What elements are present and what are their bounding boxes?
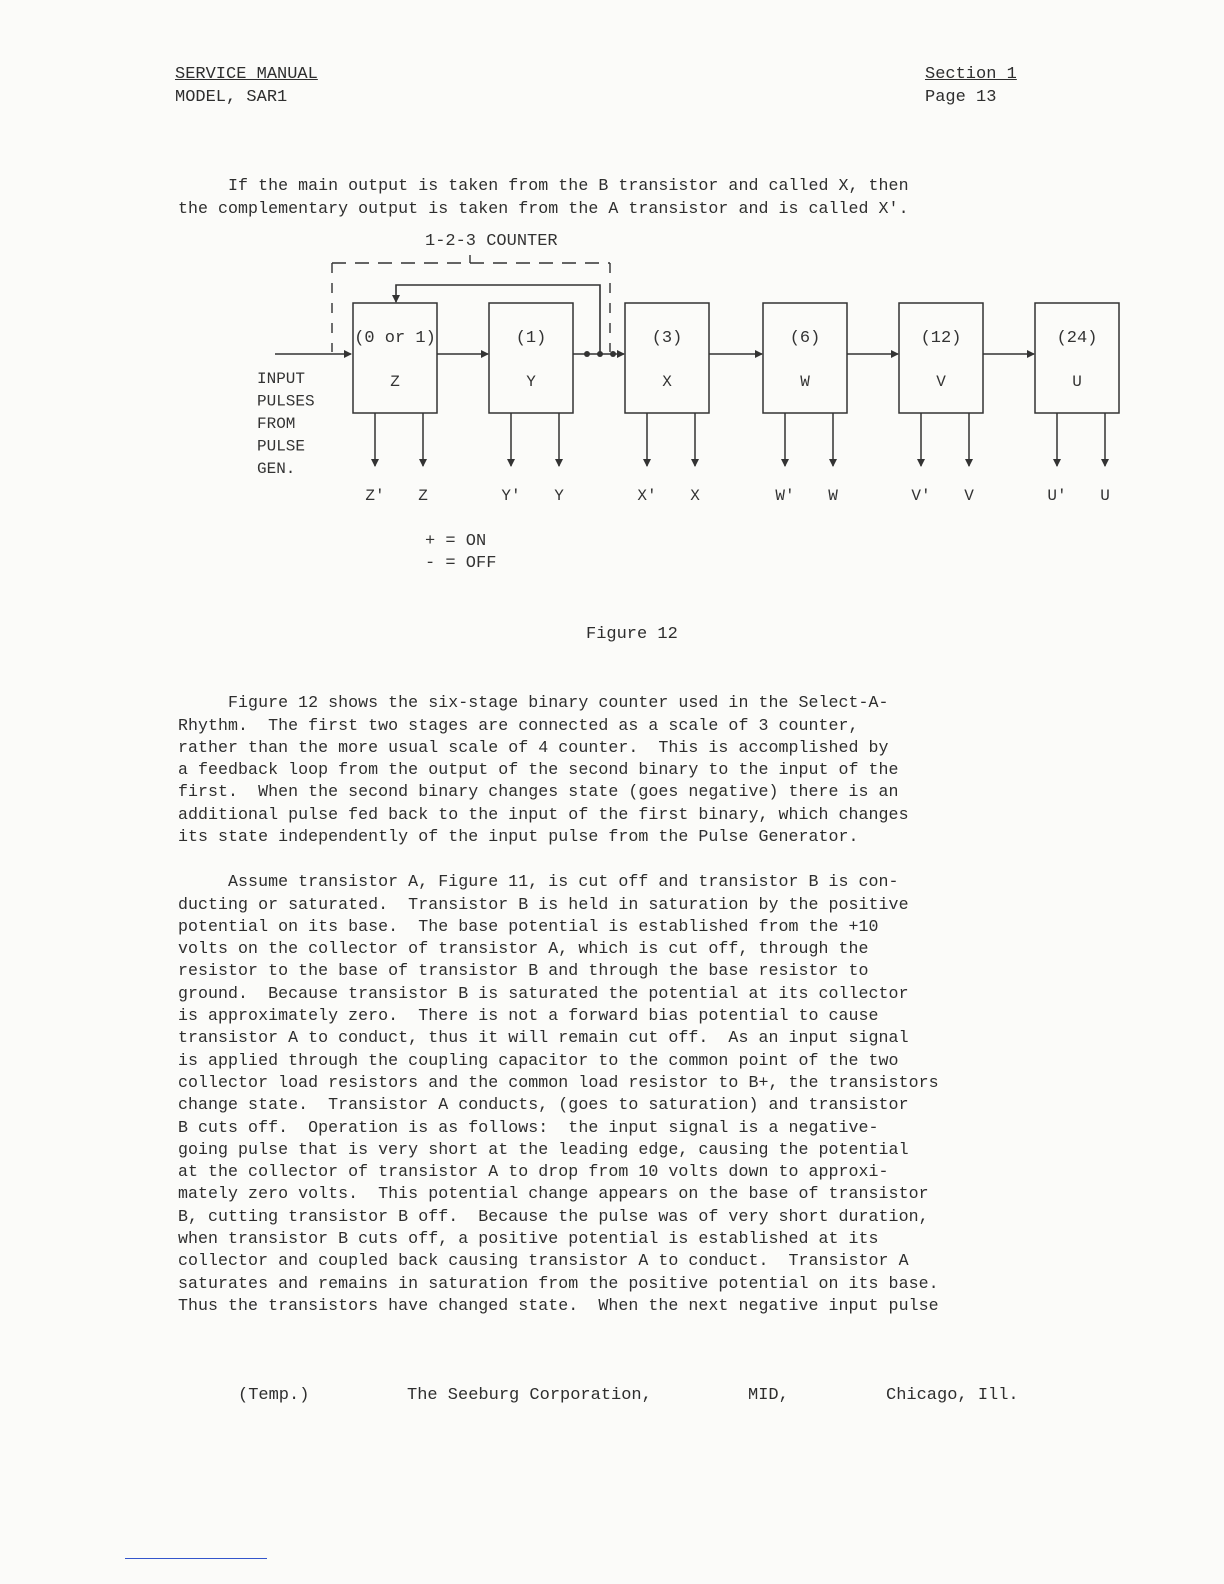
text-line: collector and coupled back causing transistor A to conduct. Transistor A xyxy=(178,1251,909,1271)
text-line: change state. Transistor A conducts, (goes to saturation) and transistor xyxy=(178,1095,909,1115)
manual-title: SERVICE MANUAL xyxy=(175,65,318,84)
text-line: is approximately zero. There is not a forward bias potential to cause xyxy=(178,1006,879,1026)
figure-caption: Figure 12 xyxy=(586,625,678,644)
text-line: when transistor B cuts off, a positive potential is established at its xyxy=(178,1229,879,1249)
text-line: the complementary output is taken from the A transistor and is called X'. xyxy=(178,198,909,218)
text-line: a feedback loop from the output of the second binary to the input of the xyxy=(178,760,899,780)
counter-stage xyxy=(625,303,709,505)
stage-value: (6) xyxy=(789,329,821,348)
text-line: at the collector of transistor A to drop from 10 volts down to approxi- xyxy=(178,1162,889,1182)
stage-name: W xyxy=(800,373,810,391)
counter-diagram xyxy=(0,0,1224,620)
footer-temp: (Temp.) xyxy=(238,1386,310,1405)
output-label-main: Y xyxy=(554,487,564,505)
text-line: B cuts off. Operation is as follows: the input signal is a negative- xyxy=(178,1117,879,1137)
stage-name: Y xyxy=(526,373,536,391)
counter-stage xyxy=(1035,303,1119,505)
text-line: additional pulse fed back to the input of the first binary, which changes xyxy=(178,804,909,824)
output-label-main: V xyxy=(964,487,974,505)
stage-value: (24) xyxy=(1056,329,1098,348)
text-line: transistor A to conduct, thus it will remain cut off. As an input signal xyxy=(178,1028,909,1048)
footer-company: The Seeburg Corporation, xyxy=(407,1386,652,1405)
stage-box xyxy=(353,303,437,413)
output-label-main: W xyxy=(828,487,838,505)
footer-city: Chicago, Ill. xyxy=(886,1386,1019,1405)
text-line: going pulse that is very short at the leading edge, causing the potential xyxy=(178,1139,909,1159)
paragraph-1 xyxy=(178,670,909,871)
output-label-complement: W' xyxy=(775,487,795,505)
stage-name: X xyxy=(662,373,672,391)
model-label: MODEL, SAR1 xyxy=(175,88,288,107)
stage-name: U xyxy=(1072,373,1082,391)
stage-value: (1) xyxy=(515,329,547,348)
output-label-main: Z xyxy=(418,487,428,505)
text-line: If the main output is taken from the B transistor and called X, then xyxy=(178,176,909,196)
text-line: B, cutting transistor B off. Because the pulse was of very short duration, xyxy=(178,1206,929,1226)
text-line: first. When the second binary changes state (goes negative) there is an xyxy=(178,782,899,802)
junction-dot xyxy=(610,351,616,357)
counter-stage xyxy=(489,303,573,505)
section-label: Section 1 xyxy=(925,65,1017,84)
text-line: ducting or saturated. Transistor B is held in saturation by the positive xyxy=(178,894,909,914)
output-label-complement: Z' xyxy=(365,487,385,505)
stage-name: Z xyxy=(390,373,400,391)
stage-name: V xyxy=(936,373,946,391)
text-line: volts on the collector of transistor A, which is cut off, through the xyxy=(178,939,869,959)
counter-label: 1-2-3 COUNTER xyxy=(425,232,558,251)
text-line: saturates and remains in saturation from the positive potential on its base. xyxy=(178,1273,939,1293)
text-line: Assume transistor A, Figure 11, is cut off and transistor B is con- xyxy=(178,872,899,892)
output-label-main: X xyxy=(690,487,700,505)
paragraph-2 xyxy=(178,849,939,1340)
text-line: its state independently of the input pulse from the Pulse Generator. xyxy=(178,827,859,847)
junction-dot xyxy=(597,351,603,357)
counter-stage xyxy=(763,303,847,505)
text-line: mately zero volts. This potential change appears on the base of transistor xyxy=(178,1184,929,1204)
input-label-line: PULSE xyxy=(257,437,306,456)
text-line: Thus the transistors have changed state. When the next negative input pulse xyxy=(178,1295,939,1315)
output-label-complement: U' xyxy=(1047,487,1067,505)
output-label-complement: X' xyxy=(637,487,657,505)
stage-box xyxy=(625,303,709,413)
text-line: Figure 12 shows the six-stage binary counter used in the Select-A- xyxy=(178,693,889,713)
counter-stage xyxy=(353,303,437,505)
stage-value: (12) xyxy=(920,329,962,348)
page-number: Page 13 xyxy=(925,88,997,107)
input-label-line: FROM xyxy=(257,415,296,433)
footer-dept: MID, xyxy=(748,1386,789,1405)
text-line: Rhythm. The first two stages are connected as a scale of 3 counter, xyxy=(178,715,859,735)
text-line: potential on its base. The base potential is established from the +10 xyxy=(178,916,879,936)
stage-box xyxy=(489,303,573,413)
stage-value: (3) xyxy=(651,329,683,348)
output-label-complement: Y' xyxy=(501,487,521,505)
text-line: collector load resistors and the common load resistor to B+, the transistors xyxy=(178,1072,939,1092)
input-label-line: INPUT xyxy=(257,370,306,388)
stage-value: (0 or 1) xyxy=(354,329,436,348)
text-line: is applied through the coupling capacitor to the common point of the two xyxy=(178,1050,899,1070)
stage-box xyxy=(1035,303,1119,413)
output-label-main: U xyxy=(1100,487,1110,505)
text-line: ground. Because transistor B is saturated the potential at its collector xyxy=(178,983,909,1003)
input-label xyxy=(257,370,315,478)
output-label-complement: V' xyxy=(911,487,931,505)
counter-stage xyxy=(899,303,983,505)
stage-box xyxy=(763,303,847,413)
input-label-line: PULSES xyxy=(257,392,315,411)
legend-off: - = OFF xyxy=(425,554,497,573)
text-line: rather than the more usual scale of 4 counter. This is accomplished by xyxy=(178,737,889,757)
junction-dot xyxy=(584,351,590,357)
text-line: resistor to the base of transistor B and through the base resistor to xyxy=(178,961,869,981)
bottom-rule xyxy=(125,1558,267,1559)
input-label-line: GEN. xyxy=(257,460,296,478)
stage-box xyxy=(899,303,983,413)
legend-on: + = ON xyxy=(425,532,487,551)
